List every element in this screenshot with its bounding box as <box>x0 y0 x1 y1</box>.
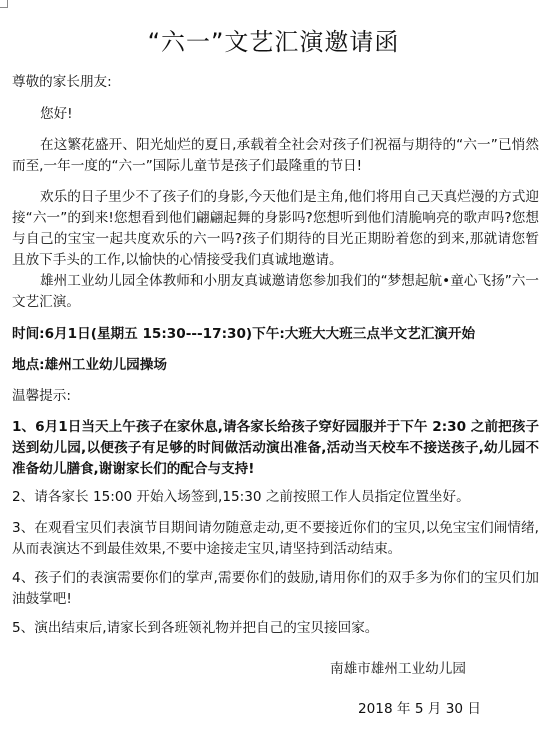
paragraph-3: 雄州工业幼儿园全体教师和小朋友真诚邀请您参加我们的“梦想起航•童心飞扬”六一文艺汇演。 <box>12 273 539 310</box>
tip-2: 2、请各家长 15:00 开始入场签到,15:30 之前按照工作人员指定位置坐好。 <box>12 489 470 505</box>
paragraph-1: 在这繁花盛开、阳光灿烂的夏日,承载着全社会对孩子们祝福与期待的“六一”已悄然而至,一年一度的“六一”国际儿童节是孩子们最隆重的节日! <box>12 137 539 174</box>
page-title: “六一”文艺汇演邀请函 <box>147 28 400 56</box>
event-time: 时间:6月1日(星期五 15:30---17:30)下午:大班大大班三点半文艺汇演开始 <box>12 326 476 342</box>
salutation: 尊敬的家长朋友: <box>12 74 112 90</box>
greeting: 您好! <box>40 106 73 122</box>
tip-5: 5、演出结束后,请家长到各班领礼物并把自己的宝贝接回家。 <box>12 620 379 636</box>
tips-heading: 温馨提示: <box>12 388 71 404</box>
paragraph-2: 欢乐的日子里少不了孩子们的身影,今天他们是主角,他们将用自己天真烂漫的方式迎接“六一”的到来!您想看到他们翩翩起舞的身影吗?您想听到他们清脆响亮的歌声吗?您想与自己的宝宝一起共度欢乐的六一吗?孩子们期待的目光正期盼着您的到来,那就请您暂且放下手头的工作,以愉快的心情接受我们真诚地邀请。 <box>12 189 539 268</box>
tip-3: 3、在观看宝贝们表演节目期间请勿随意走动,更不要接近你们的宝贝,以免宝宝们闹情绪,从而表演达不到最佳效果,不要中途接走宝贝,请坚持到活动结束。 <box>12 520 539 557</box>
tip-1: 1、6月1日当天上午孩子在家休息,请各家长给孩子穿好园服并于下午 2:30 之前把孩子送到幼儿园,以便孩子有足够的时间做活动演出准备,活动当天校车不接送孩子,幼儿园不准备幼儿膳食,谢谢家长们的配合与支持! <box>12 419 539 477</box>
event-place: 地点:雄州工业幼儿园操场 <box>12 357 167 373</box>
date: 2018 年 5 月 30 日 <box>358 701 481 717</box>
tip-4: 4、孩子们的表演需要你们的掌声,需要你们的鼓励,请用你们的双手多为你们的宝贝们加油鼓掌吧! <box>12 570 539 607</box>
page-corner-mark <box>0 0 8 8</box>
signature: 南雄市雄州工业幼儿园 <box>330 661 466 677</box>
